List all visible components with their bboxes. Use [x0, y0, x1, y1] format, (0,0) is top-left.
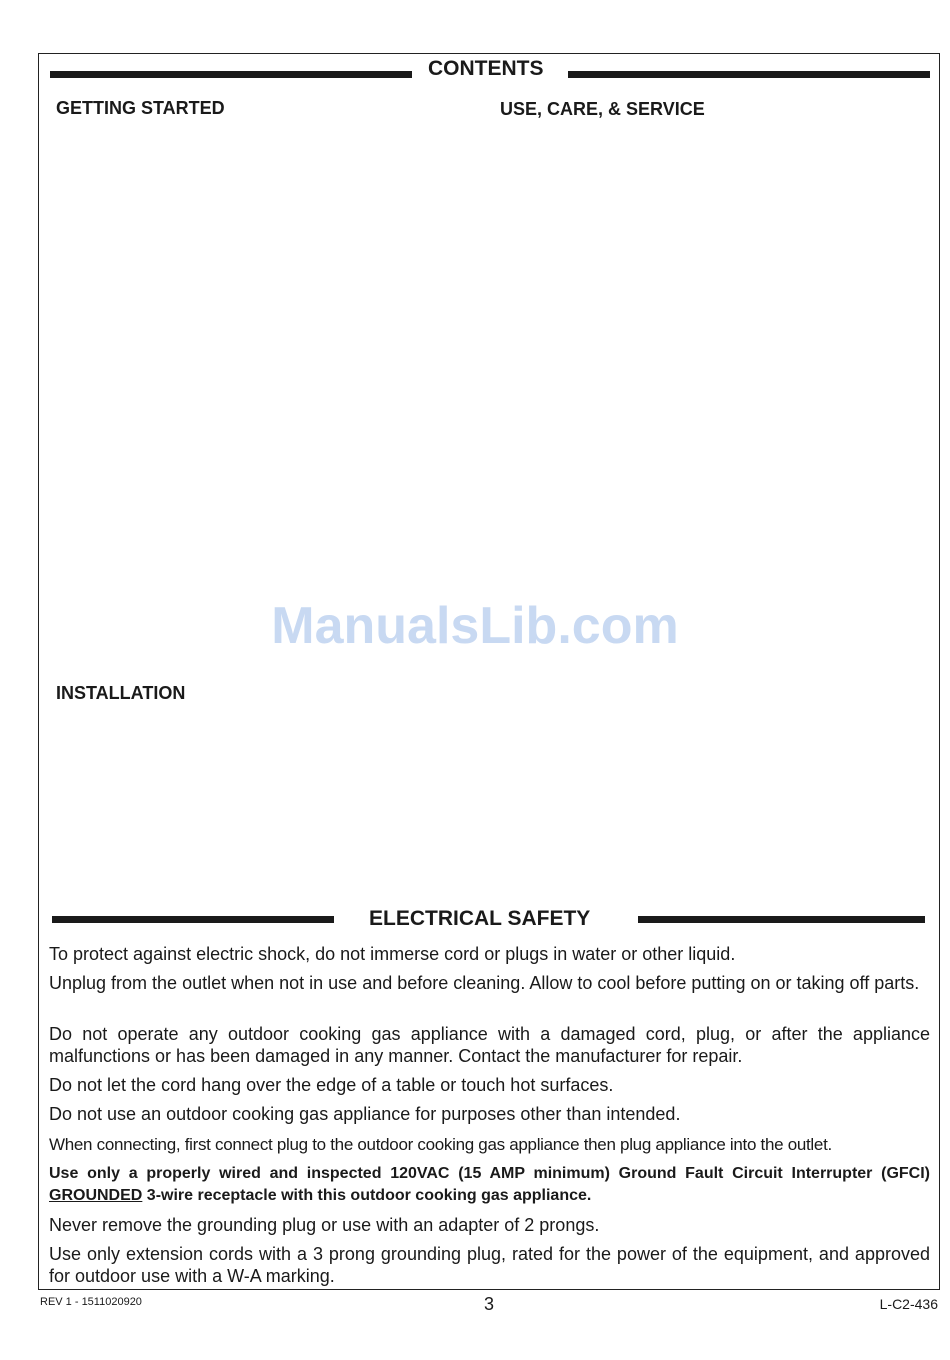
- electrical-rule-right: [638, 916, 925, 923]
- warning-text-1: Use only a properly wired and inspected 120VAC (15 AMP minimum) Ground Fault Circuit Interrupter (GFCI): [49, 1165, 930, 1182]
- electrical-safety-title: ELECTRICAL SAFETY: [369, 907, 591, 930]
- safety-paragraph: When connecting, first connect plug to the outdoor cooking gas appliance then plug appliance into the outlet.: [49, 1135, 832, 1154]
- safety-paragraph: Do not operate any outdoor cooking gas appliance with a damaged cord, plug, or after the appliance malfunctions or has been damaged in any manner. Contact the manufacturer for repair.: [49, 1024, 930, 1066]
- footer-revision: REV 1 - 1511020920: [40, 1296, 142, 1308]
- warning-text-2: 3-wire receptacle with this outdoor cooking gas appliance.: [146, 1187, 592, 1204]
- warning-grounded: GROUNDED: [49, 1187, 143, 1204]
- section-getting-started: GETTING STARTED: [56, 98, 225, 118]
- safety-paragraph: Do not let the cord hang over the edge of a table or touch hot surfaces.: [49, 1075, 614, 1095]
- footer-doc-code: L-C2-436: [879, 1296, 938, 1312]
- safety-paragraph: Unplug from the outlet when not in use and before cleaning. Allow to cool before putting on or taking off parts.: [49, 973, 920, 993]
- contents-rule-left: [50, 71, 412, 78]
- safety-paragraph: Never remove the grounding plug or use with an adapter of 2 prongs.: [49, 1215, 600, 1235]
- safety-paragraph: To protect against electric shock, do not immerse cord or plugs in water or other liquid.: [49, 944, 736, 964]
- contents-title: CONTENTS: [428, 57, 544, 80]
- contents-rule-right: [568, 71, 930, 78]
- watermark: ManualsLib.com: [271, 597, 679, 655]
- section-installation: INSTALLATION: [56, 683, 186, 703]
- safety-paragraph: Do not use an outdoor cooking gas appliance for purposes other than intended.: [49, 1104, 681, 1124]
- section-use-care-service: USE, CARE, & SERVICE: [500, 99, 705, 119]
- safety-paragraph: Use only extension cords with a 3 prong grounding plug, rated for the power of the equipment, and approved for outdoor use with a W-A marking.: [49, 1244, 930, 1286]
- footer-page-number: 3: [484, 1294, 495, 1314]
- safety-warning: [49, 1163, 930, 1207]
- electrical-rule-left: [52, 916, 334, 923]
